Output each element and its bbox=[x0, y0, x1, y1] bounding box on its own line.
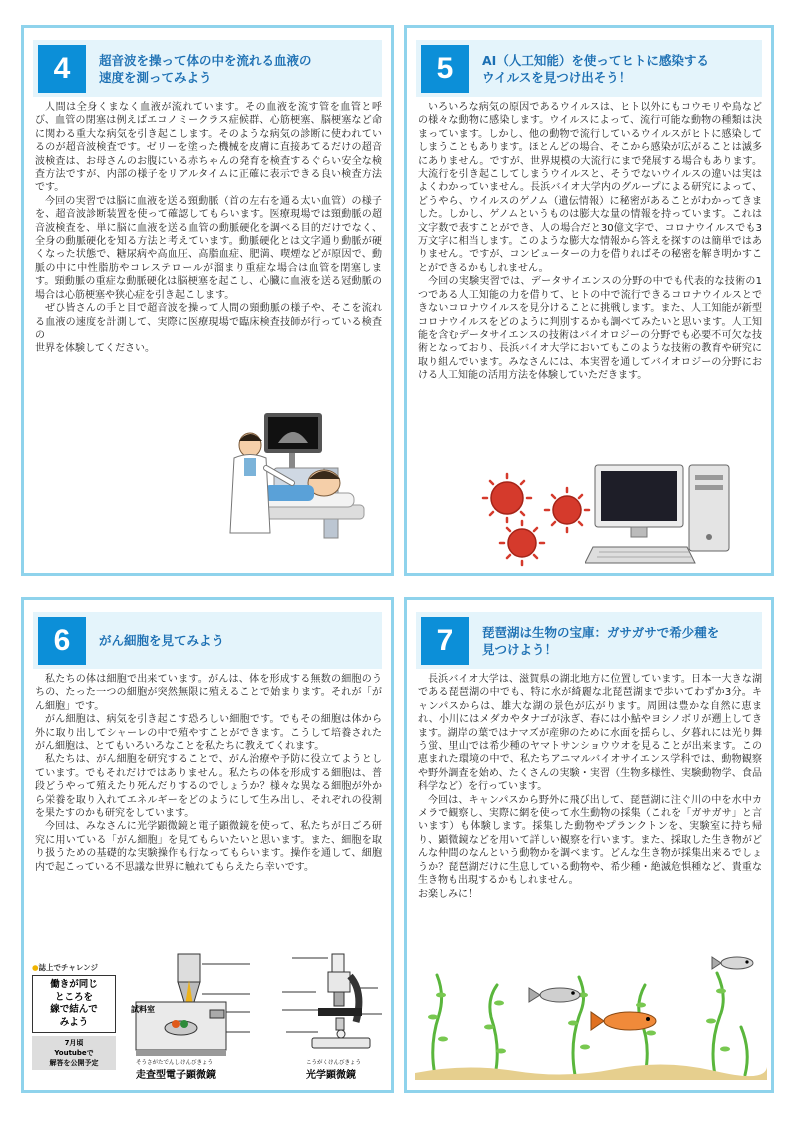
section-header bbox=[416, 612, 762, 669]
fish-2 bbox=[591, 1012, 656, 1030]
paragraph: がん細胞は、病気を引き起こす恐ろしい細胞です。でもその細胞は体から外に取り出してシャーレの中で殖やすことができます。こうして培養されたがん細胞は、とてもいろいろなことを私たちに教えてくれます。 bbox=[35, 714, 382, 753]
title-line-1: がん細胞を見てみよう bbox=[99, 633, 225, 648]
virus-icons bbox=[477, 468, 597, 568]
title-line-1: AI（人工知能）を使ってヒトに感染する bbox=[482, 52, 709, 68]
title-line-1: 超音波を操って体の中を流れる血液の bbox=[99, 52, 312, 68]
section-number-badge: 5 bbox=[421, 45, 469, 93]
paragraph: 長浜バイオ大学は、滋賀県の湖北地方に位置しています。日本一大きな湖である琵琶湖の中でも、特に水が綺麗な北琵琶湖まで歩いてわずか3分。キャンパスからは、雄大な湖の景色が広がります。周囲は豊かな自然に恵まれ、小川にはメダカやタナゴが泳ぎ、春には小鮎やヨシノボリが遡上してきます。湖岸の葉ではナマズが産卵のために水面を揺らし、夕暮れには光り舞う蛍、里山では希少種のヤマトサンショウウオを見ることが出来ます。この恵まれた環境の中で、私たちアニマルバイオサイエンス学科では、動物観察や野外調査を始め、たくさんの実験・実習（生物多様性、実験動物学、食品科学など）を行っています。 bbox=[418, 674, 762, 793]
computer-illustration bbox=[585, 463, 745, 568]
section-body bbox=[418, 101, 762, 383]
paragraph: お楽しみに！ bbox=[418, 888, 478, 900]
sem-ruby: そうさがたでんしけんびきょう bbox=[136, 1060, 214, 1066]
lightbulb-icon: ● bbox=[32, 963, 39, 972]
title-line-2: ウイルスを見つけ出そう！ bbox=[482, 69, 632, 85]
section-number-badge: 7 bbox=[421, 617, 469, 665]
section-header bbox=[33, 612, 382, 669]
section-number-badge: 6 bbox=[38, 617, 86, 665]
section-number-badge: 4 bbox=[38, 45, 86, 93]
paragraph: 世界を体験してください。 bbox=[35, 343, 155, 355]
fish-1 bbox=[529, 988, 580, 1002]
challenge-note: 7月頃 Youtubeで 解答を公開予定 bbox=[32, 1036, 116, 1070]
ultrasound-exam-illustration bbox=[204, 413, 374, 543]
section-body bbox=[418, 673, 762, 901]
paragraph: いろいろな病気の原因であるウイルスは、ヒト以外にもコウモリや鳥などの様々な動物に感染します。ウイルスによって、流行可能な動物の種類は決まっています。しかし、他の動物で流行しているウイルスがヒトに感染してしまうこともあります。ほとんどの場合、そこから感染が広がることは滅多にありません。ですが、世界規模の大流行にまで発展する場合もあります。大流行を引き起こしてしまうウイルスと、そうでないウイルスの違いは実はよくわかっていません。長浜バイオ大学内のグループによる研究によって、どうやら、ウイルスのゲノム（遺伝情報）に秘密があることがわかってきました。しかし、ゲノムというものは膨大な量の情報を持っています。これは文字数で表すことができ、人の場合だと30億文字で、コロナウイルスでも3万文字に相当します。このような膨大な情報から答えを探すのは簡単ではありません。ですが、コンピューターの力を借りればその秘密を解き明かすことができるかもしれません。 bbox=[418, 102, 762, 274]
challenge-tag: ●誌上でチャレンジ bbox=[32, 963, 98, 972]
fish-3 bbox=[712, 957, 753, 969]
section-header bbox=[33, 40, 382, 97]
section-header bbox=[416, 40, 762, 97]
optical-microscope-diagram bbox=[278, 952, 388, 1060]
paragraph: ぜひ皆さんの手と目で超音波を操って人間の頸動脈の様子や、そこを流れる血液の速度を計測して、実際に医療現場で臨床検査技師が行っている検査の bbox=[35, 303, 382, 341]
section-5-panel bbox=[404, 25, 774, 576]
optical-ruby: こうがくけんびきょう bbox=[306, 1060, 362, 1066]
section-title bbox=[482, 40, 756, 97]
section-body bbox=[35, 673, 382, 874]
paragraph: 今回の実習では脳に血液を送る頸動脈（首の左右を通る太い血管）の様子を、超音波診断装置を使って確認してもらいます。医療現場では頸動脈の超音波検査を、単に脳に血液を送る血管の動脈硬化を調べる目的だけでなく、全身の動脈硬化を知る方法と考えています。動脈硬化とは文字通り動脈が硬くなった状態で、糖尿病や高血圧、高脂血症、肥満、喫煙などが原因で、動脈の中に中性脂肪やコレステロールが溜まり重症な場合は血管を閉塞します。頸動脈の重症な動脈硬化は脳梗塞を起こし、心臓に血液を送る冠動脈の場合は心筋梗塞や狭心症を引き起こします。 bbox=[35, 195, 382, 301]
title-line-2: 速度を測ってみよう bbox=[99, 69, 212, 85]
section-4-panel bbox=[21, 25, 394, 576]
section-title bbox=[482, 612, 756, 669]
paragraph: 人間は全身くまなく血液が流れています。その血液を流す管を血管と呼び、血管の閉塞は例えばエコノミークラス症候群、心筋梗塞、脳梗塞など命に関わる重大な病気を引き起こします。そのような病気の診断に使われているのが超音波検査です。ゼリーを塗った機械を皮膚に直接あてるだけの超音波検査は、お母さんのお腹にいる赤ちゃんの発育を検査するぐらい安全な検査方法ですが、内部の様子をリアルタイムに正確に表示できる良い検査方法です。 bbox=[35, 102, 382, 194]
sem-chamber-label: 試料室 bbox=[131, 1005, 155, 1014]
section-6-panel bbox=[21, 597, 394, 1093]
paragraph: 私たちは、がん細胞を研究することで、がん治療や予防に役立てようとしています。でもそれだけではありません。私たちの体を形成する細胞は、普段どうやって殖えたり死んだりするのでしょうか？様々な異なる細胞が外から栄養を取り入れてエネルギーをどのようにして生み出し、それぞれの役割を果たすのかも研究をしています。 bbox=[35, 754, 382, 820]
paragraph: 今回は、みなさんに光学顕微鏡と電子顕微鏡を使って、私たちが日ごろ研究に用いている「がん細胞」を見てもらいたいと思います。また、細胞を取り扱うための基礎的な実験操作も行なってもらいます。操作を通して、細胞内で起こっている不思議な世界に触れてもらえたら幸いです。 bbox=[35, 821, 382, 873]
section-body bbox=[35, 101, 382, 356]
title-line-1: 琵琶湖は生物の宝庫：ガサガサで希少種を bbox=[482, 624, 720, 640]
paragraph: 今回の実験実習では、データサイエンスの分野の中でも代表的な技術の1つである人工知能の力を借りて、ヒトの中で流行できるコロナウイルスとできないコロナウイルスを見分けることに挑戦します。また、人工知能が新型コロナウイルスをどのように判別するかも調べてみたいと思います。人工知能を含むデータサイエンスの技術はバイオロジーの分野でも必要不可欠な技術となっており、長浜バイオ大学においてもこのような技術の教育や研究に取り組んでいます。みなさんには、本実習を通してバイオロジーの分野における人工知能の活用方法を体験していただきます。 bbox=[418, 276, 762, 382]
optical-label: 光学顕微鏡 bbox=[306, 1070, 356, 1081]
paragraph: 私たちの体は細胞で出来ています。がんは、体を形成する無数の細胞のうちの、たった一つの細胞が突然無限に殖えることで始まります。それが「がん細胞」です。 bbox=[35, 674, 382, 712]
section-title bbox=[99, 40, 376, 97]
challenge-question: 働きが同じ ところを 線で結んで みよう bbox=[32, 975, 116, 1033]
challenge-box bbox=[32, 962, 116, 1072]
paragraph: 今回は、キャンパスから野外に飛び出して、琵琶湖に注ぐ川の中を水中カメラで観察し、実際に網を使って水生動物の採集（これを「ガサガサ」と言います）も体験します。採集した動物やプランクトンを、実験室に持ち帰り、顕微鏡などを用いて詳しい観察を行います。また、採取した生き物がどんな仲間のなんという動物かを調べます。どんな生き物が採集出来るでしょうか？琵琶湖だけに生息している動物や、希少種・絶滅危惧種など、貴重な生き物も出現するかもしれません。 bbox=[418, 794, 762, 887]
title-line-2: 見つけよう！ bbox=[482, 641, 558, 657]
section-7-panel bbox=[404, 597, 774, 1093]
lake-fish-illustration bbox=[415, 955, 767, 1080]
section-title bbox=[99, 612, 376, 669]
sem-label: 走査型電子顕微鏡 bbox=[136, 1070, 216, 1081]
